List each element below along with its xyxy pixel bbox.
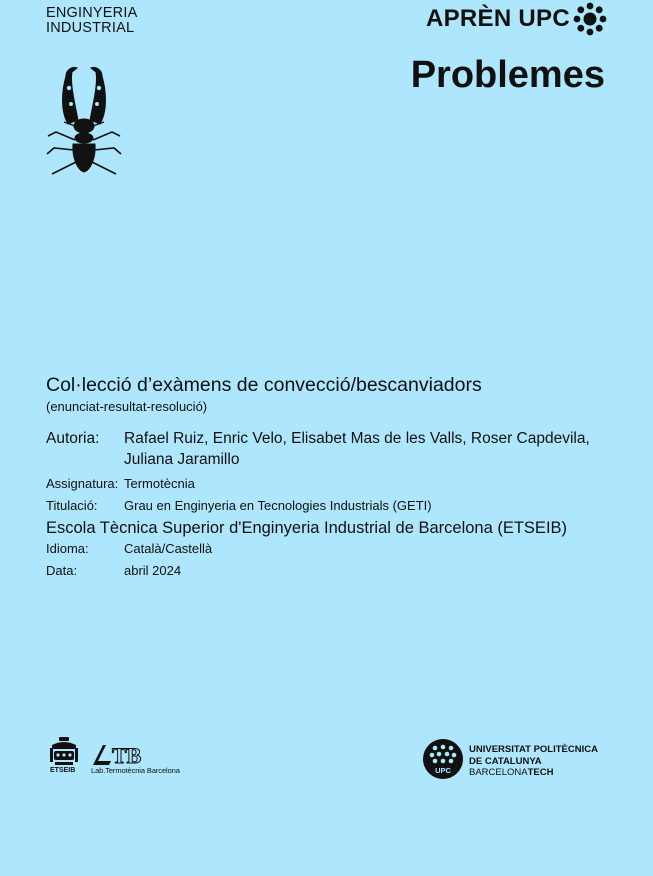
subject-value: Termotècnia [124,476,195,491]
institution-brand [46,6,137,36]
degree-row [46,498,432,513]
upc-line-1: UNIVERSITAT POLITÈCNICA [469,744,598,755]
language-row [46,541,212,556]
subject-row [46,476,195,491]
date-value: abril 2024 [124,563,182,578]
dots-flower-icon [573,2,607,36]
beetle-icon [44,62,124,180]
date-label: Data: [46,563,78,578]
school-name: Escola Tècnica Superior d'Enginyeria Industrial de Barcelona (ETSEIB) [46,519,568,537]
ltb-label: Lab.Termotècnia Barcelona [91,766,180,775]
authors-value: Rafael Ruiz, Enric Velo, Elisabet Mas de les Valls, Roser Capdevila, Juliana Jaramillo [124,430,590,468]
series-type-title: Problemes [410,54,605,96]
svg-text:TB: TB [112,743,142,767]
etseib-label: ETSEIB [50,767,76,774]
language-label: Idioma: [46,541,89,556]
date-row [46,563,181,578]
language-value: Català/Castellà [124,541,213,556]
document-subtitle: (enunciat-resultat-resolució) [46,399,208,414]
institution-line-2: INDUSTRIAL [46,20,135,36]
degree-value: Grau en Enginyeria en Tecnologies Industrials (GETI) [124,498,432,513]
institution-line-1: ENGINYERIA [46,5,138,21]
ltb-logo-icon [91,741,157,767]
upc-line-3 [469,767,598,779]
degree-label: Titulació: [46,498,98,513]
subject-label: Assignatura: [46,476,119,491]
upc-line-3-b: TECH [527,767,554,778]
document-title: Col·lecció d’exàmens de convecció/bescanviadors [46,374,482,396]
aprenupc-label: APRÈN UPC [425,5,570,32]
upc-line-2: DE CATALUNYA [469,755,542,767]
authors-label: Autoria: [46,430,100,447]
svg-text:UPC: UPC [435,766,451,775]
upc-line-3-a: BARCELONA [469,767,528,778]
aprenupc-logo [426,2,607,36]
authors-row [46,428,604,470]
upc-name [469,744,598,779]
etseib-emblem-icon [47,736,81,768]
upc-seal-icon [423,739,463,779]
